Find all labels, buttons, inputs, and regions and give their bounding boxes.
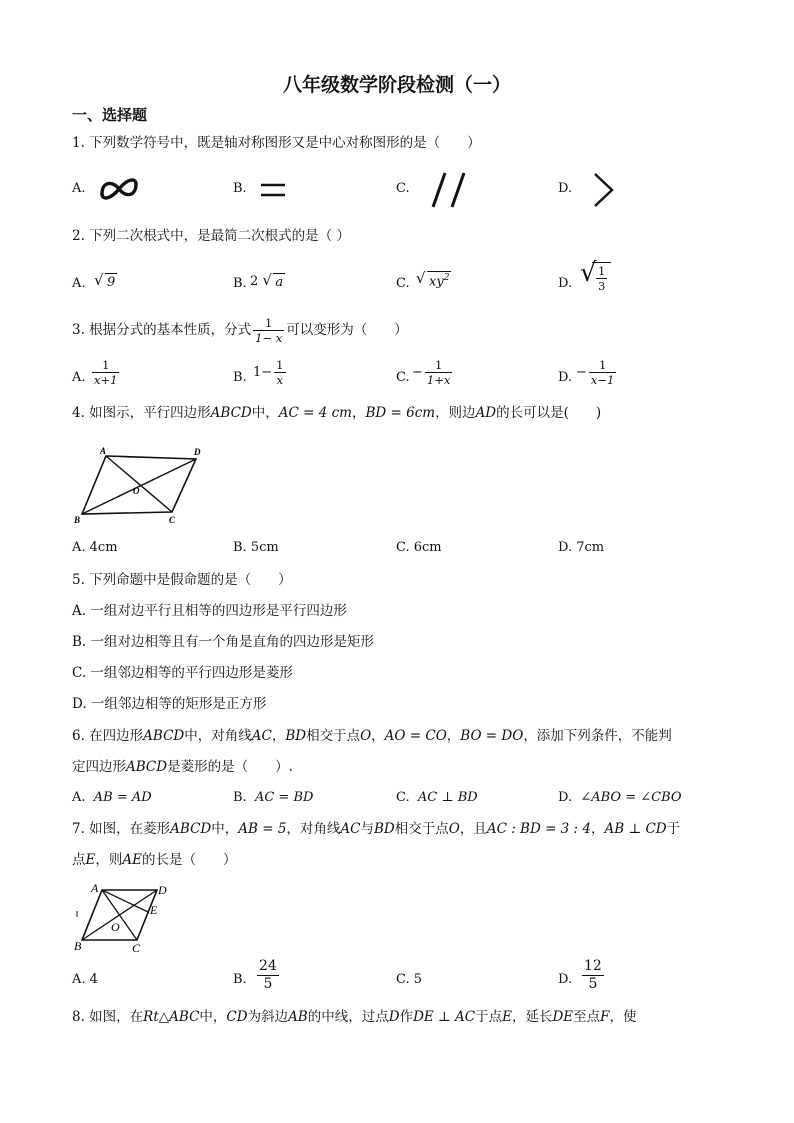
q7-label-d: D. <box>558 972 573 987</box>
question-2-stem: 2. 下列二次根式中，是最简二次根式的是（ ） <box>72 228 350 244</box>
q4-option-b: B. 5cm <box>233 540 279 555</box>
q4-option-d: D. 7cm <box>558 540 605 555</box>
q1-label-d: D. <box>558 181 573 196</box>
q7-label-b: B. <box>233 972 247 987</box>
greater-than-symbol-icon <box>592 172 616 208</box>
q6-option-b: B. AC = BD <box>233 790 314 805</box>
svg-text:B: B <box>74 939 82 953</box>
q7-option-a: A. 4 <box>72 972 98 987</box>
q4-option-c: C. 6cm <box>396 540 442 555</box>
q7-option-d: $\frac{12}{5}$ <box>584 958 602 992</box>
infinity-symbol-icon <box>98 176 140 202</box>
parallel-symbol-icon <box>431 171 467 209</box>
svg-text:D: D <box>158 883 167 897</box>
question-7-stem-line1: 7. 如图，在菱形ABCD中，AB = 5，对角线AC与BD相交于点O，且AC : BD = 3 : 4，AB ⊥ CD于 <box>72 821 681 837</box>
q1-label-c: C. <box>396 181 410 196</box>
q3-option-d: − $\frac{1}{x-1}$ <box>576 358 615 387</box>
q3-option-a: $\frac{1}{x+1}$ <box>94 358 118 387</box>
svg-text:A: A <box>91 881 99 895</box>
q3-label-d: D. <box>558 370 573 385</box>
q1-label-b: B. <box>233 181 247 196</box>
q2-option-a: √ 9 <box>94 271 116 290</box>
q6-option-c: C. AC ⊥ BD <box>396 790 478 805</box>
parallelogram-figure-q4 <box>72 443 212 528</box>
question-3-stem: 3. 根据分式的基本性质，分式 $\frac{1}{1- x}$ 可以变形为（ ） <box>72 316 408 345</box>
q5-option-a: A. 一组对边平行且相等的四边形是平行四边形 <box>72 603 347 619</box>
svg-text:C: C <box>132 941 141 955</box>
q3-option-c: − $\frac{1}{1+x}$ <box>412 358 451 387</box>
q6-option-d: D. ∠ABO = ∠CBO <box>558 790 682 805</box>
svg-text:E: E <box>150 903 158 917</box>
question-7-stem-line2: 点E，则AE的长是（ ） <box>72 852 237 868</box>
q5-option-c: C. 一组邻边相等的平行四边形是菱形 <box>72 665 293 681</box>
q2-label-d: D. <box>558 276 573 291</box>
question-1-stem: 1. 下列数学符号中，既是轴对称图形又是中心对称图形的是（ ） <box>72 135 481 151</box>
equals-symbol-icon <box>260 182 286 198</box>
q4-option-a: A. 4cm <box>72 540 118 555</box>
q7-option-b: $\frac{24}{5}$ <box>259 958 277 992</box>
svg-text:B: B <box>74 515 81 525</box>
svg-text:D: D <box>194 447 201 457</box>
q2-option-b: 2 √ a <box>250 271 284 290</box>
question-6-stem-line1: 6. 在四边形ABCD中，对角线AC，BD相交于点O，AO = CO，BO = DO，添加下列条件，不能判 <box>72 728 672 744</box>
q2-option-c: √ $xy^2$ <box>416 269 450 290</box>
q2-label-b: B. <box>233 276 247 291</box>
q3-option-b: 1− $\frac{1}{x}$ <box>253 358 284 387</box>
svg-text:O: O <box>133 486 140 496</box>
q1-label-a: A. <box>72 181 86 196</box>
q5-option-d: D. 一组邻边相等的矩形是正方形 <box>72 696 267 712</box>
q6-option-a: A. AB = AD <box>72 790 152 805</box>
q2-option-d: √ $\frac{1}{3}$ <box>580 262 611 293</box>
section-heading: 一、选择题 <box>72 106 148 124</box>
question-6-stem-line2: 定四边形ABCD是菱形的是（ ）. <box>72 759 293 775</box>
q5-option-b: B. 一组对边相等且有一个角是直角的四边形是矩形 <box>72 634 375 650</box>
q3-label-b: B. <box>233 370 247 385</box>
q2-label-a: A. <box>72 276 86 291</box>
svg-text:C: C <box>169 515 176 525</box>
q3-label-a: A. <box>72 370 86 385</box>
question-5-stem: 5. 下列命题中是假命题的是（ ） <box>72 572 292 588</box>
question-4-stem: 4. 如图示，平行四边形ABCD中，AC = 4 cm，BD = 6cm，则边AD的长可以是( ) <box>72 405 602 421</box>
q7-option-c: C. 5 <box>396 972 423 987</box>
q3-label-c: C. <box>396 370 410 385</box>
svg-text:A: A <box>100 446 107 456</box>
rhombus-figure-q7 <box>72 880 182 958</box>
page-title: 八年级数学阶段检测（一） <box>282 74 511 96</box>
q2-label-c: C. <box>396 276 410 291</box>
svg-text:O: O <box>111 920 120 934</box>
question-8-stem: 8. 如图，在Rt△ABC中，CD为斜边AB的中线，过点D作DE ⊥ AC于点E，延长DE至点F，使 <box>72 1009 637 1025</box>
